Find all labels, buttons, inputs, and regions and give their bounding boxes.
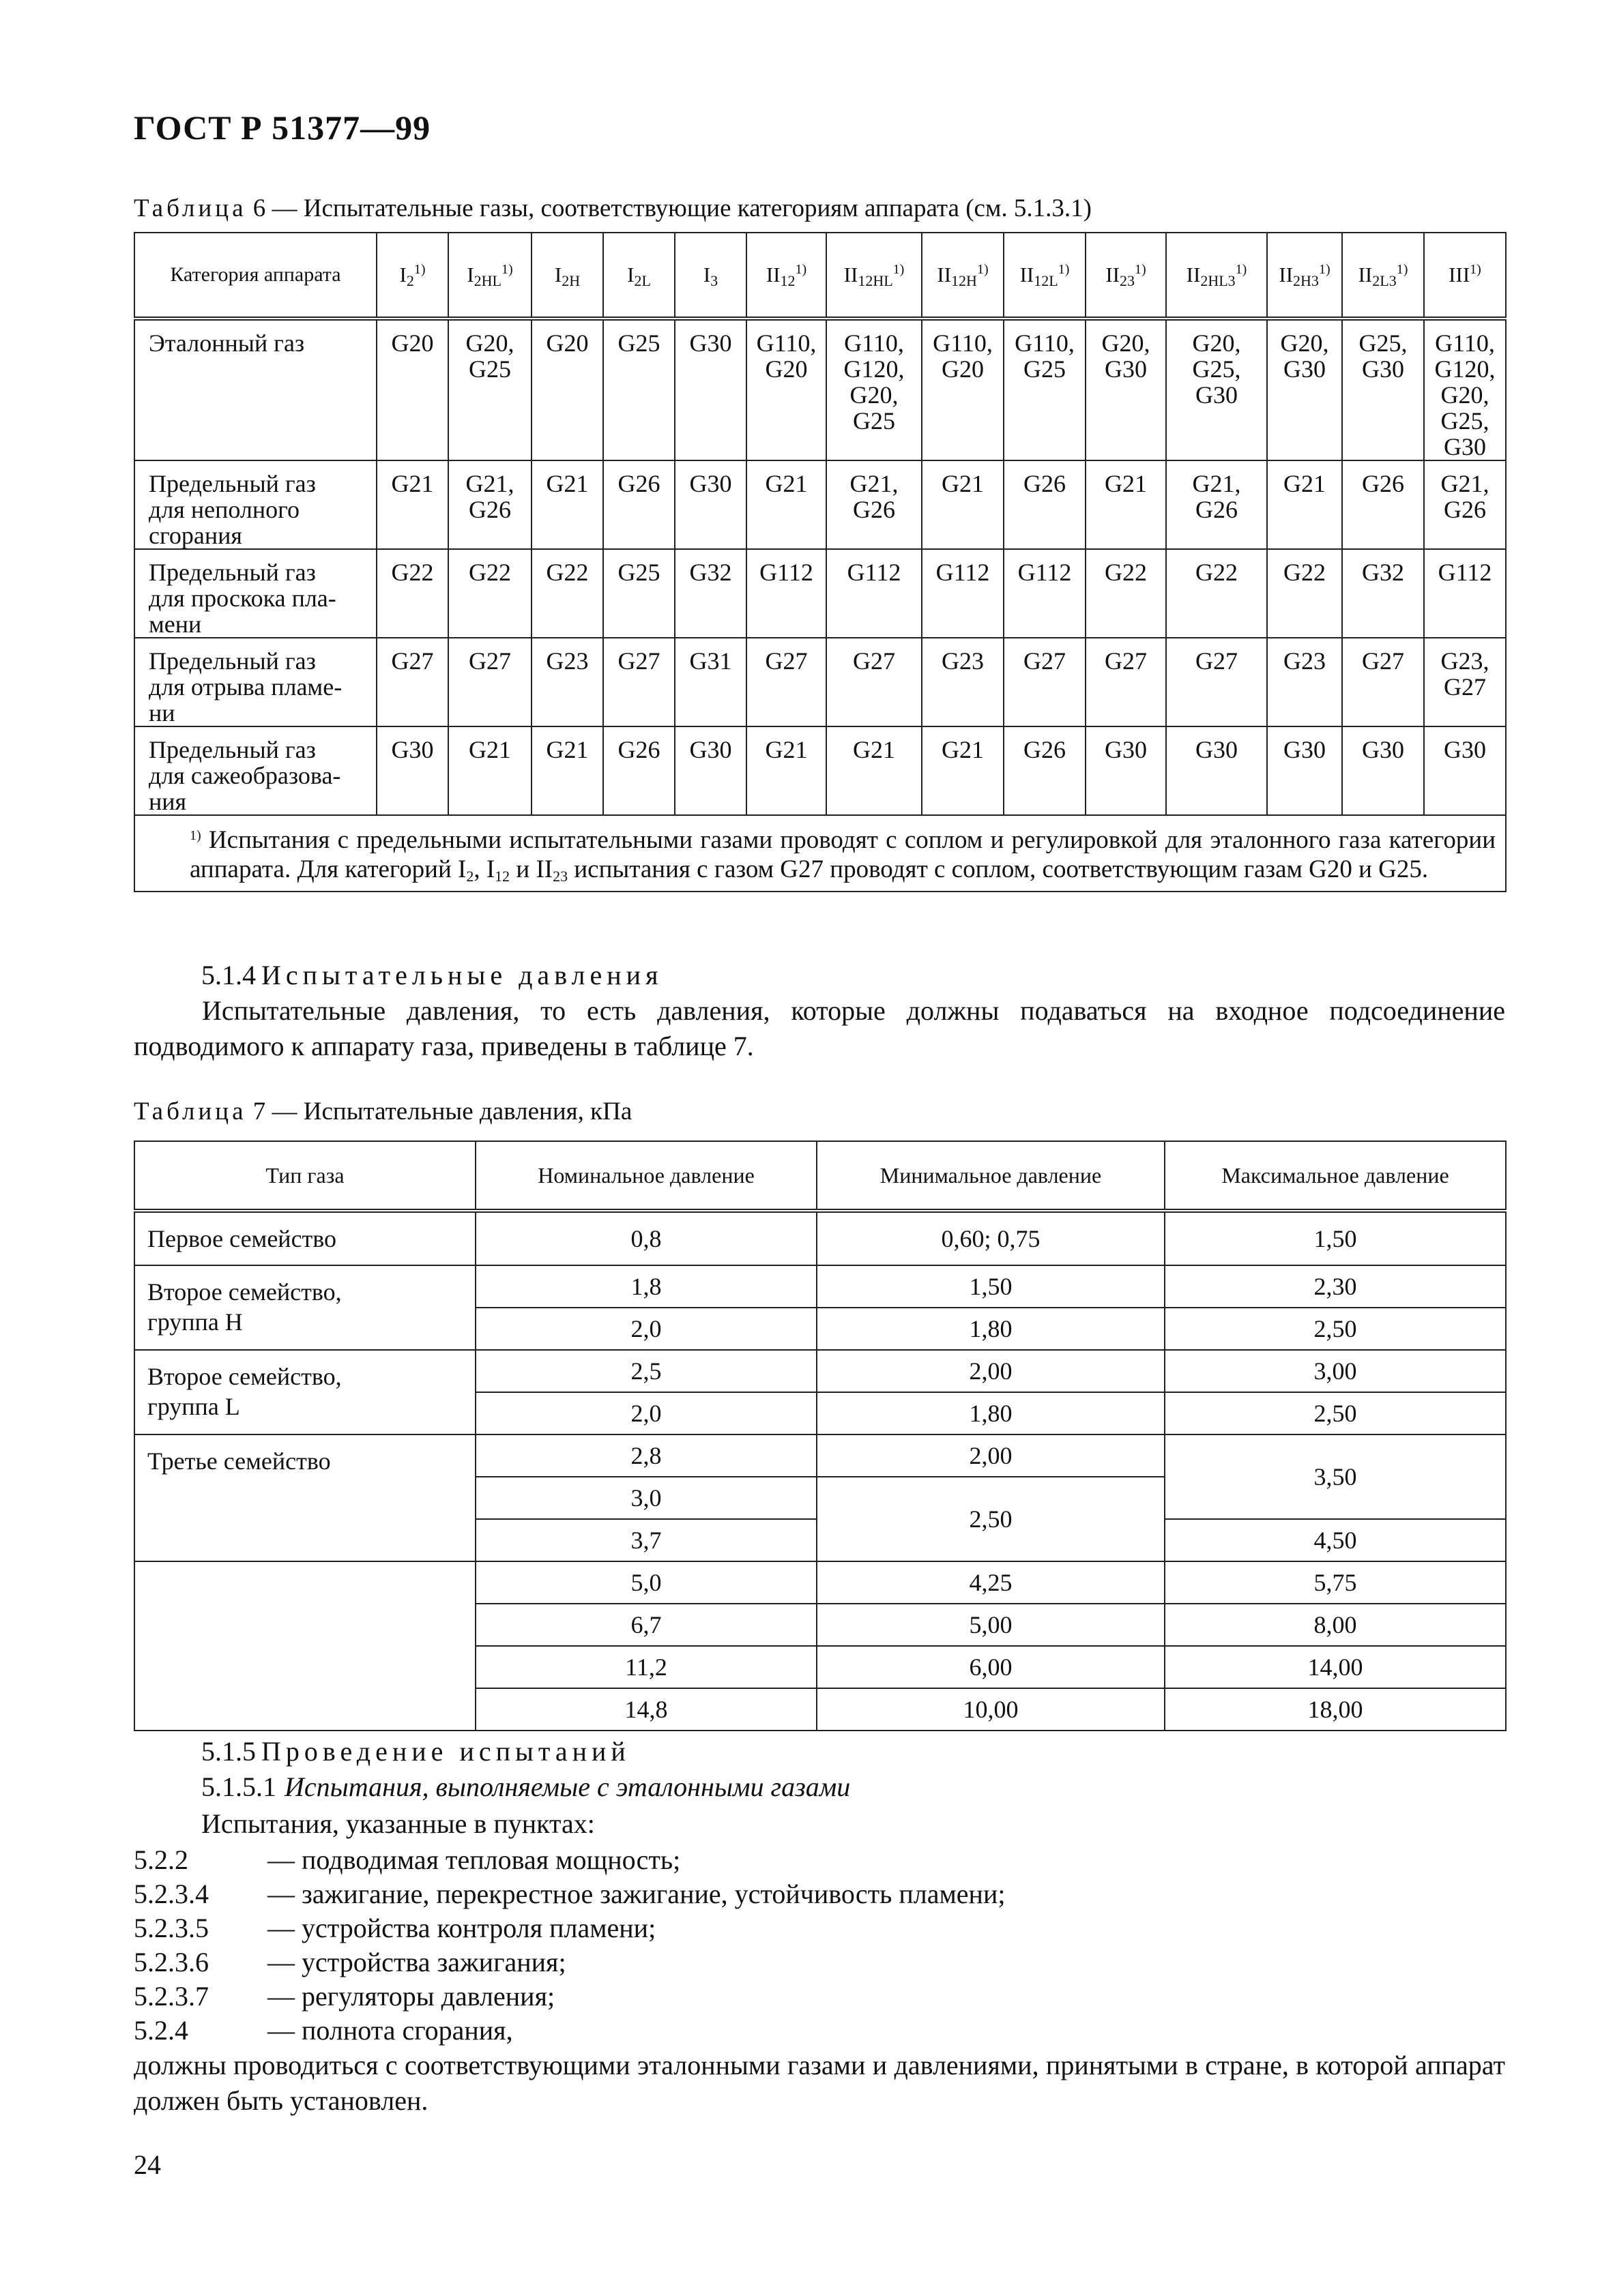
table6-cell: G21: [1267, 460, 1342, 549]
table6-header-col: $II_{2L3}^{1)}$: [1342, 233, 1424, 319]
table7-family-2: Второе семейство, группа H: [134, 1265, 476, 1350]
table7-nominal: 2,0: [476, 1308, 817, 1350]
table6-cell: G22: [1086, 549, 1166, 638]
table6-header-col: $I_3$: [675, 233, 746, 319]
table6-cell: G20, G30: [1086, 319, 1166, 460]
table-row: [134, 319, 1506, 460]
table6-cell: G30: [675, 726, 746, 815]
table7-maximum: 2,50: [1165, 1392, 1506, 1434]
table6-cell: G30: [1086, 726, 1166, 815]
table7-empty-cell: [134, 1561, 476, 1731]
table6-header-col: $II_{12HL}^{1)}$: [826, 233, 922, 319]
table6-cell: G21, G26: [448, 460, 532, 549]
table6-cell: G21: [448, 726, 532, 815]
table6-cell: G20: [532, 319, 603, 460]
table6-cell: G21: [1086, 460, 1166, 549]
table7-maximum: 2,50: [1165, 1308, 1506, 1350]
table6-cell: G32: [675, 549, 746, 638]
table6-cell: G22: [377, 549, 448, 638]
table6-cell: G30: [1342, 726, 1424, 815]
table6-row-label: Эталонный газ: [134, 319, 377, 460]
table7-minimum: 1,50: [817, 1265, 1165, 1308]
table7-family-4: Третье семейство: [134, 1434, 476, 1561]
table6-cell: G21, G26: [1424, 460, 1506, 549]
list-item: 5.2.3.7 — регуляторы давления;: [134, 1981, 555, 2012]
tests-list: [134, 1843, 1005, 2048]
table7-minimum: 6,00: [817, 1646, 1165, 1688]
table6-cell: G110, G120, G20, G25: [826, 319, 922, 460]
table6-cell: G20, G25, G30: [1166, 319, 1267, 460]
table7-caption: Таблица 7 — Испытательные давления, кПа: [134, 1098, 632, 1125]
table6-cell: G110, G120, G20, G25, G30: [1424, 319, 1506, 460]
table6-cell: G22: [532, 549, 603, 638]
table6-header-col: $II_{2HL3}^{1)}$: [1166, 233, 1267, 319]
table7-maximum: 8,00: [1165, 1604, 1506, 1646]
table6-cell: G112: [746, 549, 826, 638]
table6-cell: G21: [922, 726, 1004, 815]
section-5-1-4-text: Испытательные давления, то есть давления, которые должны подаваться на входное подсоединение подводимого к аппарату газа, приведены в таблице 7.: [134, 995, 1505, 1061]
table6-footnote: $^{1)}$ Испытания с предельными испытательными газами проводят с соплом и регулировкой для эталонного газа категории аппарата. Для категорий $I_2$, $I_{12}$ и $II_{23}$ испытания с газом G27 проводят с соплом, соответствующим газам G20 и G25.: [134, 815, 1506, 892]
table6-caption: [134, 194, 1092, 224]
table7: [134, 1140, 1507, 1731]
table6-row-label: Предельный газ для проскока пла- мени: [134, 549, 377, 638]
table6-row-label: Предельный газ для отрыва пламе- ни: [134, 638, 377, 726]
document-code: ГОСТ Р 51377—99: [134, 108, 431, 147]
table6-cell: G27: [1086, 638, 1166, 726]
section-5-1-5-1-closing: должны проводиться с соответствующими эталонными газами и давлениями, принятыми в стране, в которой аппарат должен быть установлен.: [134, 2050, 1505, 2116]
table7-nominal: 2,5: [476, 1350, 817, 1392]
table6-header-col: $I_{2HL}^{1)}$: [448, 233, 532, 319]
table6-cell: G22: [1166, 549, 1267, 638]
table6-header-col: $II_{12L}^{1)}$: [1004, 233, 1086, 319]
table7-header-row: [134, 1141, 1506, 1211]
page-number: 24: [134, 2149, 161, 2180]
table7-header-gas-type: Тип газа: [134, 1141, 476, 1211]
table6-cell: G21: [746, 460, 826, 549]
table7-family-3: Второе семейство, группа L: [134, 1350, 476, 1434]
table6-cell: G26: [603, 460, 675, 549]
table7-minimum: 10,00: [817, 1688, 1165, 1731]
table7-maximum: 4,50: [1165, 1519, 1506, 1561]
table6-cell: G26: [1004, 460, 1086, 549]
table7-maximum: 3,00: [1165, 1350, 1506, 1392]
table7-family-1: Первое семейство: [134, 1211, 476, 1265]
table6-cell: G23: [922, 638, 1004, 726]
table7-header-maximum: Максимальное давление: [1165, 1141, 1506, 1211]
table6-cell: G27: [1166, 638, 1267, 726]
table6-cell: G27: [1004, 638, 1086, 726]
table6-header-col: $II_{2H3}^{1)}$: [1267, 233, 1342, 319]
list-item: 5.2.3.6 — устройства зажигания;: [134, 1947, 566, 1977]
section-5-1-5-1-intro: Испытания, указанные в пунктах:: [201, 1808, 595, 1839]
table6-cell: G27: [1342, 638, 1424, 726]
section-5-1-5-heading: 5.1.5 Проведение испытаний: [201, 1736, 630, 1767]
table6-header-col: $I_{2H}$: [532, 233, 603, 319]
table6-cell: G110, G20: [922, 319, 1004, 460]
table6-cell: G20, G30: [1267, 319, 1342, 460]
table6-cell: G27: [603, 638, 675, 726]
table6-cell: G21: [377, 460, 448, 549]
table7-minimum: 0,60; 0,75: [817, 1211, 1165, 1265]
table6-header-col: $II_{23}^{1)}$: [1086, 233, 1166, 319]
section-5-1-5-1-heading: 5.1.5.1 Испытания, выполняемые с эталонными газами: [201, 1771, 851, 1802]
table6-cell: G23, G27: [1424, 638, 1506, 726]
table6-cell: G30: [675, 460, 746, 549]
table7-minimum: 1,80: [817, 1392, 1165, 1434]
table6-caption-text: 6 — Испытательные газы, соответствующие категориям аппарата (см. 5.1.3.1): [252, 194, 1092, 222]
table6-cell: G27: [448, 638, 532, 726]
list-item: 5.2.3.5 — устройства контроля пламени;: [134, 1913, 656, 1943]
table6-header-col: $II_{12}^{1)}$: [746, 233, 826, 319]
table6-cell: G25: [603, 319, 675, 460]
table7-maximum: 3,50: [1165, 1434, 1506, 1519]
table6-cell: G26: [1004, 726, 1086, 815]
table7-header-minimum: Минимальное давление: [817, 1141, 1165, 1211]
table7-maximum: 14,00: [1165, 1646, 1506, 1688]
table6-cell: G21: [826, 726, 922, 815]
table7-nominal: 6,7: [476, 1604, 817, 1646]
table6-cell: G21: [532, 460, 603, 549]
table6-cell: G27: [377, 638, 448, 726]
table6-header-row: [134, 233, 1506, 319]
table6-cell: G32: [1342, 549, 1424, 638]
list-item: 5.2.4 — полнота сгорания,: [134, 2015, 513, 2046]
table6-cell: G112: [1004, 549, 1086, 638]
table7-header-nominal: Номинальное давление: [476, 1141, 817, 1211]
table-row: [134, 1561, 1506, 1604]
table6-cell: G30: [1166, 726, 1267, 815]
table7-minimum: 4,25: [817, 1561, 1165, 1604]
table6-cell: G22: [448, 549, 532, 638]
table6-header-category: Категория аппарата: [134, 233, 377, 319]
table7-maximum: 5,75: [1165, 1561, 1506, 1604]
table6-row-label: Предельный газ для неполного сгорания: [134, 460, 377, 549]
table-row: [134, 726, 1506, 815]
table7-maximum: 1,50: [1165, 1211, 1506, 1265]
table6-cell: G21: [746, 726, 826, 815]
table6-body: [134, 319, 1506, 815]
table6-cell: G26: [1342, 460, 1424, 549]
table6-footnote-row: [134, 815, 1506, 892]
section-5-1-4-heading: 5.1.4 Испытательные давления: [201, 960, 663, 990]
table6-cell: G112: [1424, 549, 1506, 638]
table6: [134, 232, 1507, 892]
table6-cell: G30: [1267, 726, 1342, 815]
table6-header-col: III$^{1)}$: [1424, 233, 1506, 319]
table7-maximum: 18,00: [1165, 1688, 1506, 1731]
table7-minimum: 2,50: [817, 1477, 1165, 1561]
table6-cell: G30: [1424, 726, 1506, 815]
table6-cell: G21: [922, 460, 1004, 549]
table6-cell: G31: [675, 638, 746, 726]
table-row: [134, 1265, 1506, 1308]
table7-nominal: 2,0: [476, 1392, 817, 1434]
table-row: [134, 460, 1506, 549]
table7-nominal: 1,8: [476, 1265, 817, 1308]
table6-cell: G30: [377, 726, 448, 815]
table7-minimum: 2,00: [817, 1434, 1165, 1477]
table7-maximum: 2,30: [1165, 1265, 1506, 1308]
table6-cell: G112: [826, 549, 922, 638]
table6-cell: G110, G20: [746, 319, 826, 460]
table-row: [134, 1350, 1506, 1392]
table6-cell: G20: [377, 319, 448, 460]
table-row: [134, 1434, 1506, 1477]
table6-cell: G21, G26: [1166, 460, 1267, 549]
table7-minimum: 2,00: [817, 1350, 1165, 1392]
table6-header-col: $II_{12H}^{1)}$: [922, 233, 1004, 319]
list-item: 5.2.2 — подводимая тепловая мощность;: [134, 1844, 681, 1875]
table7-minimum: 1,80: [817, 1308, 1165, 1350]
table7-nominal: 11,2: [476, 1646, 817, 1688]
table6-cell: G25, G30: [1342, 319, 1424, 460]
table7-nominal: 3,7: [476, 1519, 817, 1561]
table6-cell: G25: [603, 549, 675, 638]
table7-nominal: 14,8: [476, 1688, 817, 1731]
table6-cell: G112: [922, 549, 1004, 638]
table6-header-col: $I_{2L}$: [603, 233, 675, 319]
table6-cell: G22: [1267, 549, 1342, 638]
table6-cell: G20, G25: [448, 319, 532, 460]
table6-header-col: $I_2^{1)}$: [377, 233, 448, 319]
table-row: [134, 1211, 1506, 1265]
table7-nominal: 3,0: [476, 1477, 817, 1519]
table6-cell: G30: [675, 319, 746, 460]
table6-row-label: Предельный газ для сажеобразова- ния: [134, 726, 377, 815]
list-item: 5.2.3.4 — зажигание, перекрестное зажигание, устойчивость пламени;: [134, 1879, 1006, 1909]
table6-cell: G23: [1267, 638, 1342, 726]
table7-nominal: 0,8: [476, 1211, 817, 1265]
table-row: [134, 549, 1506, 638]
table6-cell: G27: [746, 638, 826, 726]
table6-cell: G110, G25: [1004, 319, 1086, 460]
table6-cell: G21: [532, 726, 603, 815]
table7-minimum: 5,00: [817, 1604, 1165, 1646]
table7-nominal: 2,8: [476, 1434, 817, 1477]
table7-nominal: 5,0: [476, 1561, 817, 1604]
table6-caption-lead: Таблица: [134, 194, 247, 222]
table-row: [134, 638, 1506, 726]
table6-cell: G21, G26: [826, 460, 922, 549]
table6-cell: G26: [603, 726, 675, 815]
table6-cell: G23: [532, 638, 603, 726]
table6-cell: G27: [826, 638, 922, 726]
